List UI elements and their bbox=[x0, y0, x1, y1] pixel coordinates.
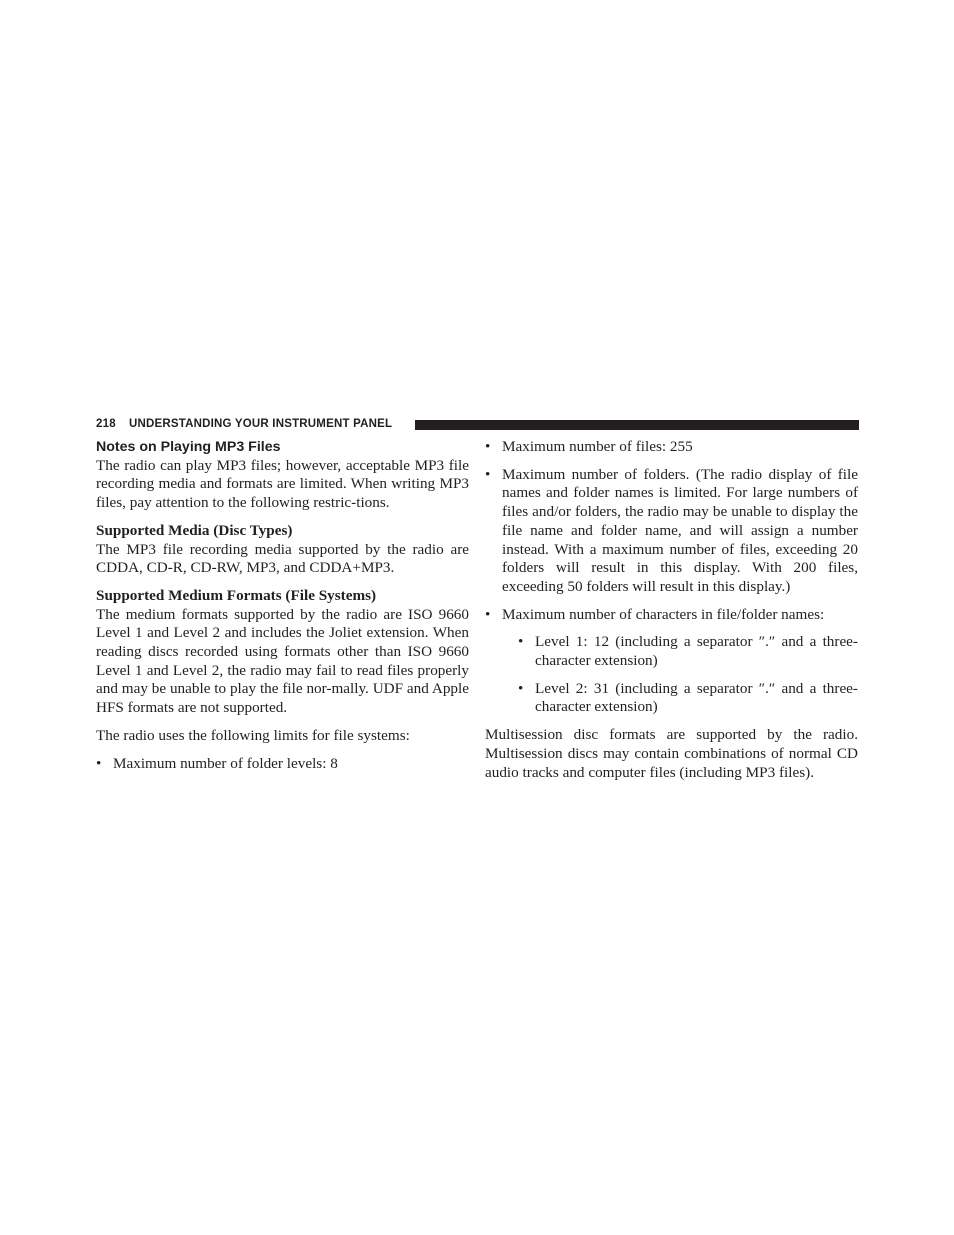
sub-list-item bbox=[518, 633, 858, 670]
list-item bbox=[485, 606, 858, 718]
left-column bbox=[96, 438, 469, 773]
bullet-icon: • bbox=[485, 465, 491, 483]
header-rule bbox=[415, 420, 859, 430]
limits-list-left bbox=[96, 755, 469, 774]
bullet-icon: • bbox=[485, 605, 491, 623]
supported-formats-heading: Supported Medium Formats (File Systems) bbox=[96, 586, 377, 604]
bullet-icon: • bbox=[518, 679, 524, 697]
section-title: UNDERSTANDING YOUR INSTRUMENT PANEL bbox=[129, 418, 393, 430]
bullet-text: Maximum number of files: 255 bbox=[502, 438, 693, 455]
sub-list-item bbox=[518, 680, 858, 717]
supported-formats-paragraph: The medium formats supported by the radio are ISO 9660 Level 1 and Level 2 and includes the Joliet extension. When reading discs recorded using formats other than ISO 9660 Level 1 and Level 2, the radio may fail to read files properly and may be unable to play the file nor-mally. UDF and Apple HFS formats are not supported. bbox=[96, 605, 469, 717]
notes-heading: Notes on Playing MP3 Files bbox=[96, 439, 281, 455]
bullet-text: Maximum number of characters in file/folder names: bbox=[502, 605, 825, 623]
sub-bullet-text: Level 1: 12 (including a separator ″.″ and a three-character extension) bbox=[535, 633, 858, 670]
bullet-icon: • bbox=[96, 754, 102, 772]
right-column bbox=[485, 438, 858, 782]
bullet-text: Maximum number of folders. (The radio display of file names and folder names is limited. For large numbers of files and/or folders, the radio may be unable to display the file name and folder name, and will assign a number instead. With a maximum number of files, exceeding 20 folders will result in this display. With 200 files, exceeding 50 folders will result in this display.) bbox=[502, 465, 858, 595]
list-item bbox=[485, 466, 858, 597]
limits-list-right bbox=[485, 438, 858, 717]
bullet-icon: • bbox=[518, 633, 524, 651]
list-item bbox=[485, 438, 858, 457]
sub-list bbox=[502, 633, 858, 717]
multisession-paragraph: Multisession disc formats are supported by the radio. Multisession discs may contain combinations of normal CD audio tracks and computer files (including MP3 files). bbox=[485, 726, 858, 781]
page-number: 218 bbox=[96, 418, 116, 430]
sub-bullet-text: Level 2: 31 (including a separator ″.″ and a three-character extension) bbox=[535, 679, 858, 716]
bullet-text: Maximum number of folder levels: 8 bbox=[113, 754, 338, 772]
list-item bbox=[96, 755, 469, 774]
page-header bbox=[96, 416, 859, 433]
supported-media-paragraph: The MP3 file recording media supported by the radio are CDDA, CD-R, CD-RW, MP3, and CDDA+MP3. bbox=[96, 540, 469, 577]
supported-media-heading: Supported Media (Disc Types) bbox=[96, 521, 293, 539]
bullet-icon: • bbox=[485, 438, 491, 455]
intro-paragraph: The radio can play MP3 files; however, acceptable MP3 file recording media and formats are limited. When writing MP3 files, pay attention to the following restric-tions. bbox=[96, 456, 469, 512]
limits-intro-paragraph: The radio uses the following limits for file systems: bbox=[96, 726, 410, 744]
